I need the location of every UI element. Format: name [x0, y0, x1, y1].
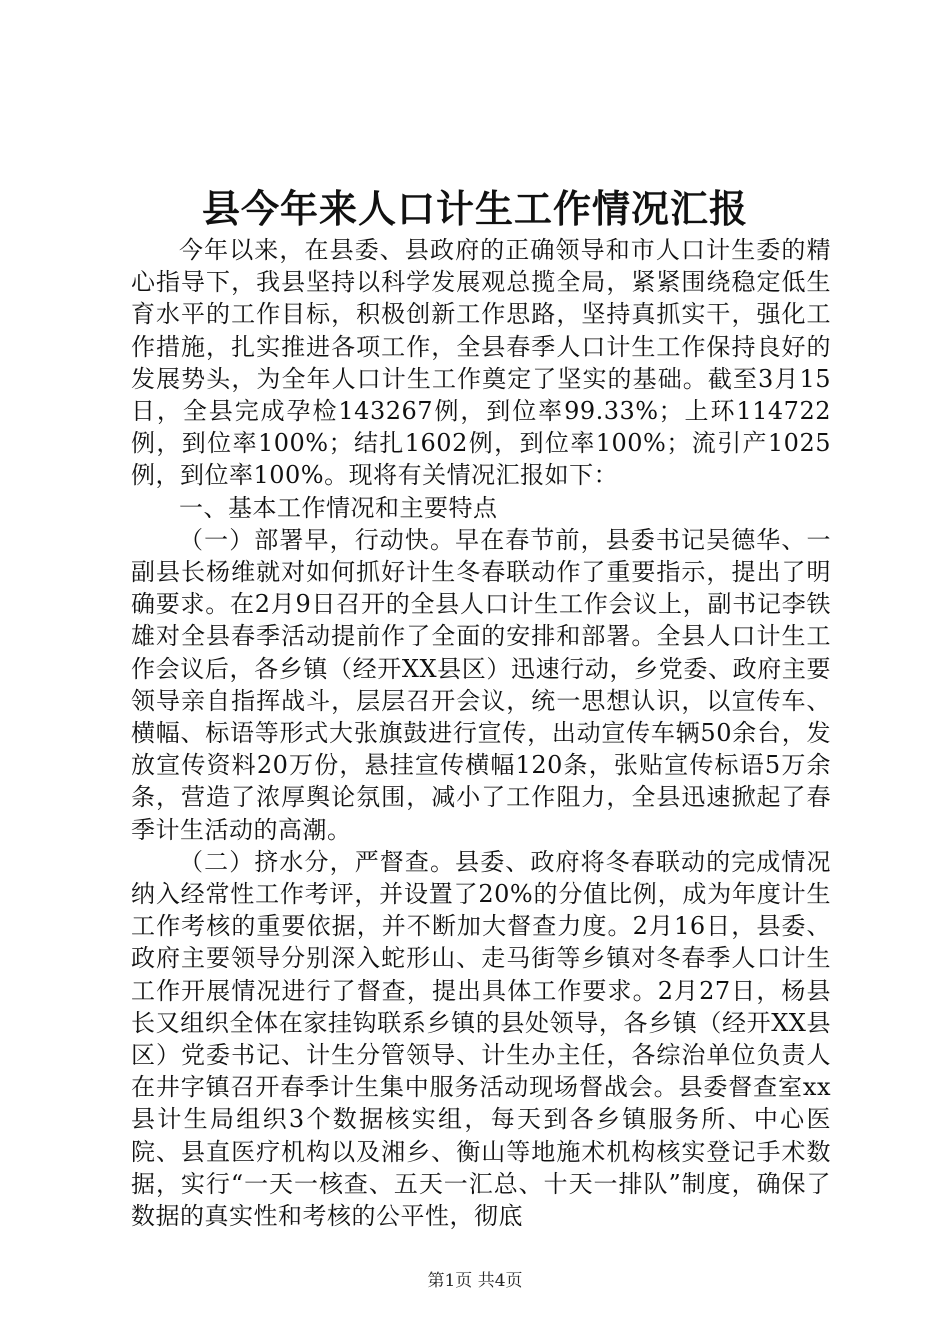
intro-paragraph: 今年以来，在县委、县政府的正确领导和市人口计生委的精心指导下，我县坚持以科学发展观总揽全局，紧紧围绕稳定低生育水平的工作目标，积极创新工作思路，坚持真抓实干，强化工作措施，扎实推进各项工作，全县春季人口计生工作保持良好的发展势头，为全年人口计生工作奠定了坚实的基础。截至3月15日，全县完成孕检143267例，到位率99.33%；上环114722例，到位率100%；结扎1602例，到位率100%；流引产1025例，到位率100%。现将有关情况汇报如下：	[131, 236, 831, 490]
subsection-paragraph-2: （二）挤水分，严督查。县委、政府将冬春联动的完成情况纳入经常性工作考评，并设置了20%的分值比例，成为年度计生工作考核的重要依据，并不断加大督查力度。2月16日，县委、政府主要领导分别深入蛇形山、走马街等乡镇对冬春季人口计生工作开展情况进行了督查，提出具体工作要求。2月27日，杨县长又组织全体在家挂钩联系乡镇的县处领导，各乡镇（经开XX县区）党委书记、计生分管领导、计生办主任，各综治单位负责人在井字镇召开春季计生集中服务活动现场督战会。县委督查室xx县计生局组织3个数据核实组，每天到各乡镇服务所、中心医院、县直医疗机构以及湘乡、衡山等地施术机构核实登记手术数据，实行“一天一核查、五天一汇总、十天一排队”制度，确保了数据的真实性和考核的公平性，彻底	[131, 847, 831, 1231]
section-heading: 一、基本工作情况和主要特点	[179, 493, 498, 522]
subsection-paragraph-1: （一）部署早，行动快。早在春节前，县委书记吴德华、一副县长杨维就对如何抓好计生冬春联动作了重要指示，提出了明确要求。在2月9日召开的全县人口计生工作会议上，副书记李铁雄对全县春季活动提前作了全面的安排和部署。全县人口计生工作会议后，各乡镇（经开XX县区）迅速行动，乡党委、政府主要领导亲自指挥战斗，层层召开会议，统一思想认识，以宣传车、横幅、标语等形式大张旗鼓进行宣传，出动宣传车辆50余台，发放宣传资料20万份，悬挂宣传横幅120条，张贴宣传标语5万余条，营造了浓厚舆论氛围，减小了工作阻力，全县迅速掀起了春季计生活动的高潮。	[131, 525, 831, 844]
document-title: 县今年来人口计生工作情况汇报	[201, 186, 748, 231]
page-number-footer: 第1页 共4页	[427, 1271, 523, 1291]
document-body	[131, 234, 831, 1232]
